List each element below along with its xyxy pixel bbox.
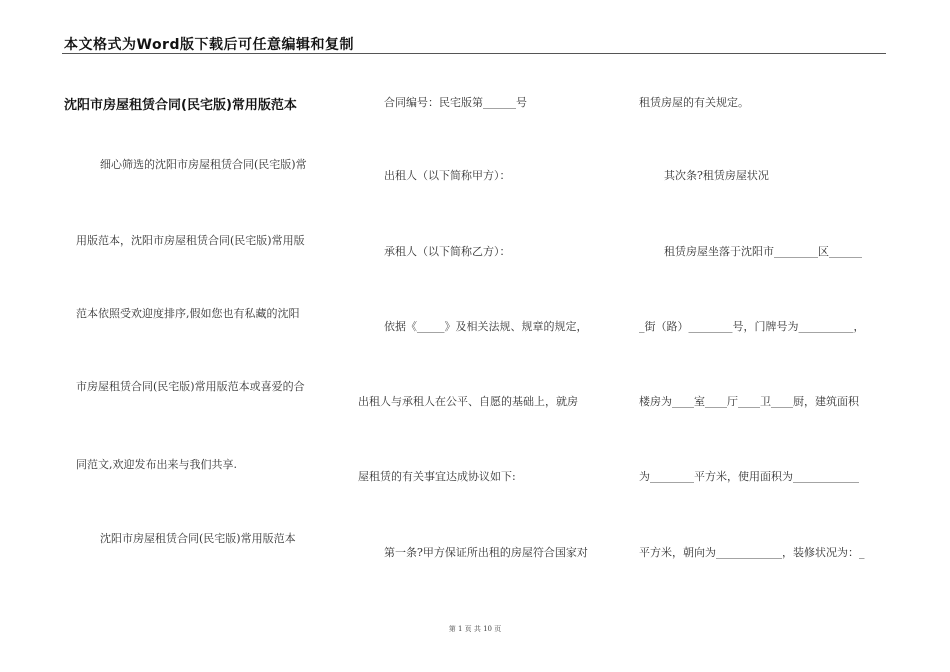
paragraph-line: 平方米，朝向为____________，装修状况为：_ bbox=[639, 546, 865, 559]
paragraph-line: 屋租赁的有关事宜达成协议如下: bbox=[358, 470, 516, 483]
paragraph-line: 范本依照受欢迎度排序,假如您也有私藏的沈阳 bbox=[76, 307, 300, 320]
paragraph-line: 其次条?租赁房屋状况 bbox=[664, 169, 769, 182]
paragraph-line: 为________平方米，使用面积为____________ bbox=[639, 470, 859, 483]
paragraph-line: 第一条?甲方保证所出租的房屋符合国家对 bbox=[384, 546, 588, 559]
page-number: 第 1 页 共 10 页 bbox=[448, 625, 502, 633]
paragraph-line: 同范文,欢迎发布出来与我们共享. bbox=[76, 458, 237, 471]
section-heading: 沈阳市房屋租赁合同(民宅版)常用版范本 bbox=[100, 532, 296, 545]
paragraph-line: _街（路）________号，门牌号为__________， bbox=[639, 320, 865, 333]
paragraph-line: 租赁房屋坐落于沈阳市________区______ bbox=[664, 245, 862, 258]
header-rule bbox=[62, 53, 886, 54]
paragraph-line: 合同编号：民宅版第______号 bbox=[384, 96, 527, 109]
doc-title: 沈阳市房屋租赁合同(民宅版)常用版范本 bbox=[64, 98, 297, 113]
document-banner: 本文格式为Word版下载后可任意编辑和复制 bbox=[64, 37, 354, 53]
paragraph-line: 用版范本，沈阳市房屋租赁合同(民宅版)常用版 bbox=[76, 234, 305, 247]
paragraph-line: 出租人（以下简称甲方）： bbox=[384, 169, 511, 182]
paragraph-line: 楼房为____室____厅____卫____厨，建筑面积 bbox=[639, 395, 859, 408]
paragraph-line: 市房屋租赁合同(民宅版)常用版范本或喜爱的合 bbox=[76, 380, 305, 393]
paragraph-line: 出租人与承租人在公平、自愿的基础上，就房 bbox=[358, 395, 578, 408]
paragraph-line: 租赁房屋的有关规定。 bbox=[639, 96, 749, 109]
paragraph-line: 依据《_____》及相关法规、规章的规定， bbox=[384, 320, 588, 333]
paragraph-line: 细心筛选的沈阳市房屋租赁合同(民宅版)常 bbox=[100, 158, 307, 171]
paragraph-line: 承租人（以下简称乙方）： bbox=[384, 245, 511, 258]
